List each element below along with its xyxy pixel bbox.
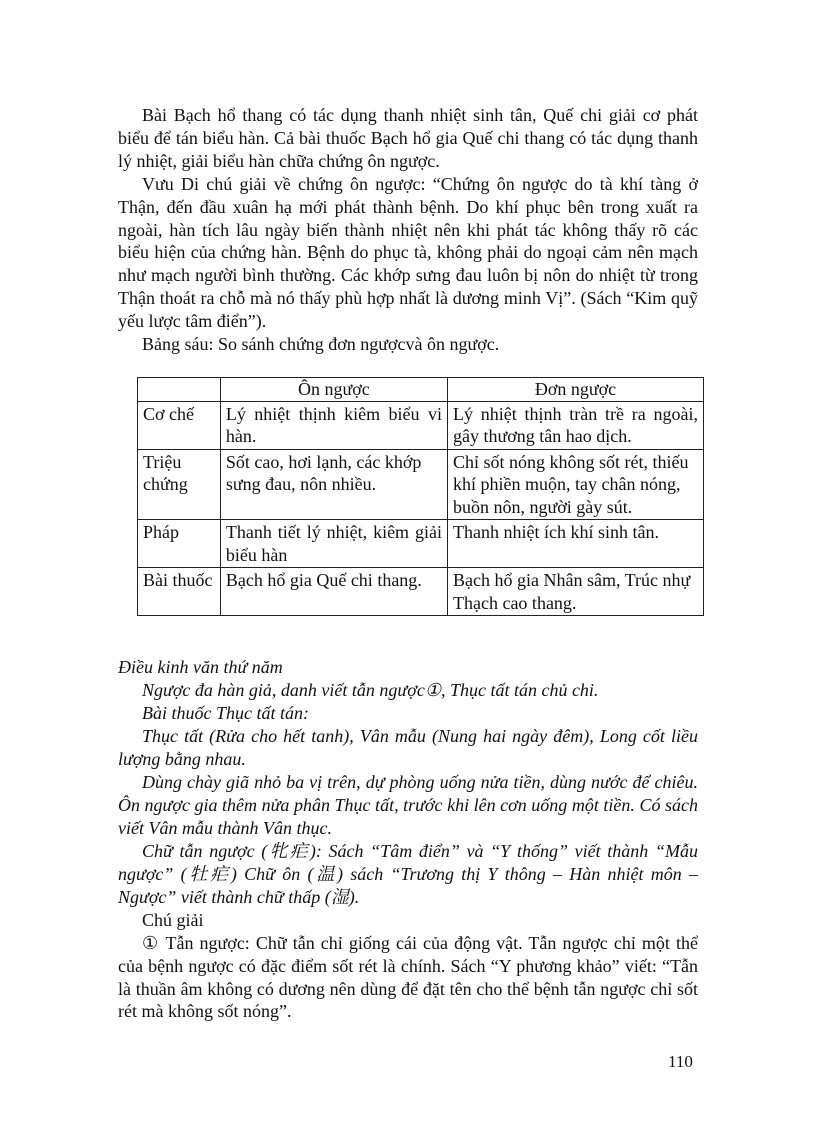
table-cell: Thanh nhiệt ích khí sinh tân.	[447, 520, 703, 568]
table-header-empty	[138, 378, 221, 402]
table-cell: Bạch hổ gia Quế chi thang.	[220, 568, 447, 616]
table-header-row	[138, 378, 704, 402]
section-heading: Điều kinh văn thứ năm	[118, 657, 283, 677]
formula-title: Bài thuốc Thục tất tán:	[142, 703, 309, 723]
table-cell-row-label: Bài thuốc	[138, 568, 221, 616]
table-cell: Lý nhiệt thịnh tràn trề ra ngoài, gây thương tân hao dịch.	[447, 401, 703, 449]
formula-ingredients: Thục tất (Rửa cho hết tanh), Vân mẫu (Nung hai ngày đêm), Long cốt liều lượng bằng nhau.	[118, 726, 698, 769]
table-row	[138, 568, 704, 616]
classic-text: Ngược đa hàn giả, danh viết tẫn ngược①, Thục tất tán chủ chi.	[142, 680, 599, 700]
table-caption: Bảng sáu: So sánh chứng đơn ngượcvà ôn ngược.	[142, 334, 500, 354]
table-row	[138, 401, 704, 449]
notes-heading: Chú giải	[142, 910, 204, 930]
table-row	[138, 449, 704, 520]
table-cell: Bạch hổ gia Nhân sâm, Trúc nhự Thạch cao thang.	[447, 568, 703, 616]
notes-text: ① Tẫn ngược: Chữ tẫn chỉ giống cái của động vật. Tẫn ngược chỉ một thể của bệnh ngược có đặc điểm sốt rét là chính. Sách “Y phương khảo” viết: “Tẫn là thuần âm không có dương nên dùng để đặt tên cho thể bệnh tẫn ngược chỉ sốt rét mà không sốt nóng”.	[118, 933, 698, 1022]
paragraph-bach-ho-thang: Bài Bạch hổ thang có tác dụng thanh nhiệt sinh tân, Quế chi giải cơ phát biểu để tán biểu hàn. Cả bài thuốc Bạch hổ gia Quế chi thang có tác dụng thanh lý nhiệt, giải biểu hàn chữa chứng ôn ngược.	[118, 105, 698, 171]
comparison-table	[137, 377, 704, 616]
formula-usage: Dùng chày giã nhỏ ba vị trên, dự phòng uống nửa tiền, dùng nước để chiêu. Ôn ngược gia thêm nửa phân Thục tất, trước khi lên cơn uống một tiền. Có sách viết Vân mẫu thành Vân thục.	[118, 772, 698, 838]
table-cell: Sốt cao, hơi lạnh, các khớp sưng đau, nôn nhiều.	[220, 449, 447, 520]
table-header-don-nguoc: Đơn ngược	[447, 378, 703, 402]
table-cell-row-label: Pháp	[138, 520, 221, 568]
table-row	[138, 520, 704, 568]
table-header-on-nguoc: Ôn ngược	[220, 378, 447, 402]
textual-note: Chữ tẫn ngược (牝疟): Sách “Tâm điển” và “Y thống” viết thành “Mẫu ngược” (牡疟) Chữ ôn (温) sách “Trương thị Y thông – Hàn nhiệt môn – Ngược” viết thành chữ thấp (湿).	[118, 841, 698, 907]
table-cell: Thanh tiết lý nhiệt, kiêm giải biểu hàn	[220, 520, 447, 568]
table-cell: Lý nhiệt thịnh kiêm biểu vi hàn.	[220, 401, 447, 449]
table-cell: Chỉ sốt nóng không sốt rét, thiếu khí phiền muộn, tay chân nóng, buồn nôn, người gày sút.	[447, 449, 703, 520]
paragraph-vuu-di-commentary: Vưu Di chú giải về chứng ôn ngược: “Chứng ôn ngược do tà khí tàng ở Thận, đến đầu xuân hạ mới phát thành bệnh. Do khí phục bên trong xuất ra ngoài, hàn tích lâu ngày biến thành nhiệt nên khi phát tác không thấy rõ các biểu hiện của chứng hàn. Bệnh do phục tà, không phải do ngoại cảm nên mạch như mạch người bình thường. Các khớp sưng đau luôn bị nôn do nhiệt từ trong Thận thoát ra chỗ mà nó thấy phù hợp nhất là dương minh Vị”. (Sách “Kim quỹ yếu lược tâm điển”).	[118, 174, 698, 331]
page-number: 110	[668, 1052, 693, 1071]
table-cell-row-label: Cơ chế	[138, 401, 221, 449]
table-cell-row-label: Triệu chứng	[138, 449, 221, 520]
